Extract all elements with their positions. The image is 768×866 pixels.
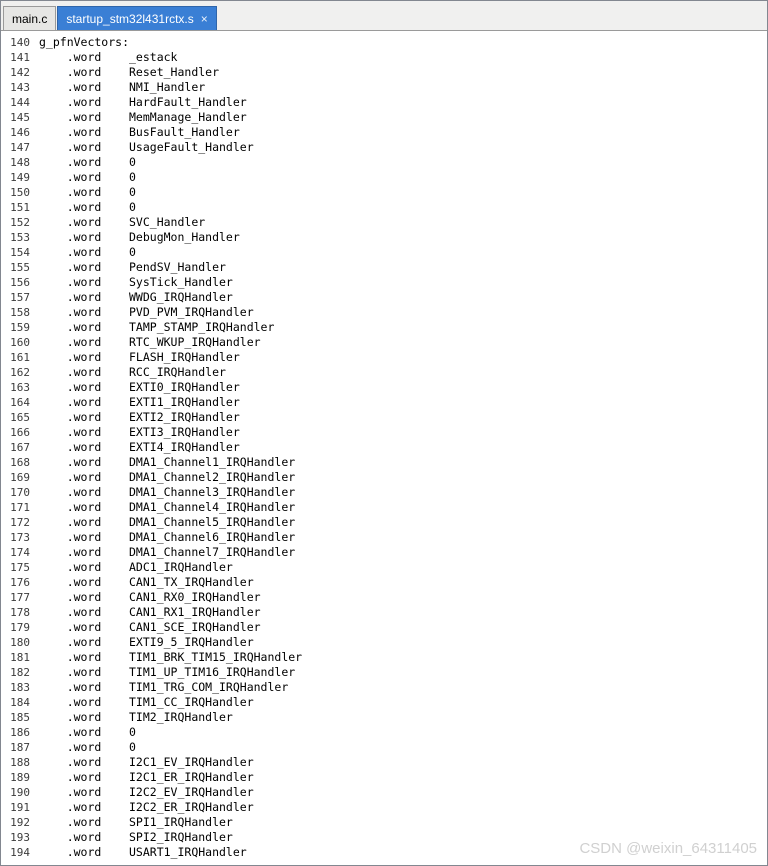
watermark-text: CSDN @weixin_64311405 <box>579 840 757 857</box>
code-line[interactable]: .word TIM1_BRK_TIM15_IRQHandler <box>39 650 303 664</box>
code-line[interactable]: .word SysTick_Handler <box>39 275 233 289</box>
code-line[interactable]: .word MemManage_Handler <box>39 110 247 124</box>
code-line[interactable]: .word EXTI2_IRQHandler <box>39 410 240 424</box>
line-number: 161 <box>10 351 30 364</box>
line-number: 155 <box>10 261 30 274</box>
line-number: 145 <box>10 111 30 124</box>
line-number: 146 <box>10 126 30 139</box>
code-line[interactable]: .word DMA1_Channel3_IRQHandler <box>39 485 296 499</box>
code-line[interactable]: .word DMA1_Channel2_IRQHandler <box>39 470 296 484</box>
line-number: 153 <box>10 231 30 244</box>
line-number: 183 <box>10 681 30 694</box>
line-number: 171 <box>10 501 30 514</box>
line-number: 165 <box>10 411 30 424</box>
code-line[interactable]: .word RTC_WKUP_IRQHandler <box>39 335 261 349</box>
line-number: 185 <box>10 711 30 724</box>
code-line[interactable]: .word I2C1_ER_IRQHandler <box>39 770 254 784</box>
code-line[interactable]: .word 0 <box>39 170 136 184</box>
code-line[interactable]: .word EXTI1_IRQHandler <box>39 395 240 409</box>
code-line[interactable]: .word Reset_Handler <box>39 65 220 79</box>
tab-label: main.c <box>12 11 48 26</box>
line-number: 140 <box>10 36 30 49</box>
code-line[interactable]: .word _estack <box>39 50 178 64</box>
code-line[interactable]: .word DebugMon_Handler <box>39 230 240 244</box>
line-number: 170 <box>10 486 30 499</box>
line-number: 173 <box>10 531 30 544</box>
line-number: 180 <box>10 636 30 649</box>
close-icon[interactable]: × <box>200 11 208 26</box>
line-number-gutter <box>1 31 33 865</box>
line-number: 156 <box>10 276 30 289</box>
line-number: 186 <box>10 726 30 739</box>
line-number: 149 <box>10 171 30 184</box>
line-number: 157 <box>10 291 30 304</box>
line-number: 193 <box>10 831 30 844</box>
code-line[interactable]: .word 0 <box>39 185 136 199</box>
line-number: 179 <box>10 621 30 634</box>
code-line[interactable]: .word EXTI4_IRQHandler <box>39 440 240 454</box>
code-line[interactable]: .word BusFault_Handler <box>39 125 240 139</box>
line-number: 148 <box>10 156 30 169</box>
code-line[interactable]: .word I2C1_EV_IRQHandler <box>39 755 254 769</box>
code-line[interactable]: .word NMI_Handler <box>39 80 206 94</box>
code-content[interactable] <box>33 31 767 865</box>
line-number: 159 <box>10 321 30 334</box>
code-line[interactable]: .word 0 <box>39 155 136 169</box>
code-line[interactable]: .word TIM1_TRG_COM_IRQHandler <box>39 680 289 694</box>
code-line[interactable]: .word CAN1_SCE_IRQHandler <box>39 620 261 634</box>
code-line[interactable]: .word TIM1_UP_TIM16_IRQHandler <box>39 665 296 679</box>
line-number: 168 <box>10 456 30 469</box>
line-number: 158 <box>10 306 30 319</box>
line-number: 189 <box>10 771 30 784</box>
code-line[interactable]: .word 0 <box>39 245 136 259</box>
code-line[interactable]: .word CAN1_RX0_IRQHandler <box>39 590 261 604</box>
line-number: 147 <box>10 141 30 154</box>
line-number: 178 <box>10 606 30 619</box>
line-number: 192 <box>10 816 30 829</box>
line-number: 160 <box>10 336 30 349</box>
code-line[interactable]: .word PendSV_Handler <box>39 260 226 274</box>
line-number: 184 <box>10 696 30 709</box>
code-line[interactable]: .word DMA1_Channel7_IRQHandler <box>39 545 296 559</box>
line-number: 176 <box>10 576 30 589</box>
code-line[interactable]: .word WWDG_IRQHandler <box>39 290 233 304</box>
line-number: 144 <box>10 96 30 109</box>
code-line[interactable]: .word ADC1_IRQHandler <box>39 560 233 574</box>
editor-tab-bar <box>1 1 767 31</box>
code-line[interactable]: .word DMA1_Channel5_IRQHandler <box>39 515 296 529</box>
line-number: 182 <box>10 666 30 679</box>
line-number: 166 <box>10 426 30 439</box>
line-number: 150 <box>10 186 30 199</box>
code-line[interactable]: .word PVD_PVM_IRQHandler <box>39 305 254 319</box>
code-line[interactable]: .word FLASH_IRQHandler <box>39 350 240 364</box>
code-line[interactable]: .word SVC_Handler <box>39 215 206 229</box>
code-line[interactable]: .word I2C2_ER_IRQHandler <box>39 800 254 814</box>
tab-label: startup_stm32l431rctx.s <box>66 11 194 26</box>
code-line[interactable]: .word 0 <box>39 200 136 214</box>
line-number: 162 <box>10 366 30 379</box>
line-number: 190 <box>10 786 30 799</box>
code-line[interactable]: .word I2C2_EV_IRQHandler <box>39 785 254 799</box>
line-number: 151 <box>10 201 30 214</box>
code-line[interactable]: .word TIM2_IRQHandler <box>39 710 233 724</box>
line-number: 174 <box>10 546 30 559</box>
line-number: 172 <box>10 516 30 529</box>
line-number: 141 <box>10 51 30 64</box>
code-editor-area[interactable] <box>1 31 767 865</box>
code-line[interactable]: g_pfnVectors: <box>39 35 130 49</box>
line-number: 191 <box>10 801 30 814</box>
code-line[interactable]: .word SPI2_IRQHandler <box>39 830 233 844</box>
code-line[interactable]: .word 0 <box>39 725 136 739</box>
tab-startup-stm32l431rctx-s[interactable] <box>57 6 216 30</box>
code-line[interactable]: .word DMA1_Channel4_IRQHandler <box>39 500 296 514</box>
line-number: 177 <box>10 591 30 604</box>
line-number: 163 <box>10 381 30 394</box>
tab-main-c[interactable] <box>3 6 56 30</box>
code-line[interactable]: .word EXTI3_IRQHandler <box>39 425 240 439</box>
code-line[interactable]: .word EXTI0_IRQHandler <box>39 380 240 394</box>
line-number: 175 <box>10 561 30 574</box>
line-number: 142 <box>10 66 30 79</box>
line-number: 164 <box>10 396 30 409</box>
line-number: 143 <box>10 81 30 94</box>
line-number: 167 <box>10 441 30 454</box>
code-line[interactable]: .word DMA1_Channel6_IRQHandler <box>39 530 296 544</box>
code-line[interactable]: .word 0 <box>39 740 136 754</box>
line-number: 152 <box>10 216 30 229</box>
code-line[interactable]: .word EXTI9_5_IRQHandler <box>39 635 254 649</box>
line-number: 194 <box>10 846 30 859</box>
code-line[interactable]: .word UsageFault_Handler <box>39 140 254 154</box>
line-number: 188 <box>10 756 30 769</box>
line-number: 169 <box>10 471 30 484</box>
line-number: 187 <box>10 741 30 754</box>
line-number: 154 <box>10 246 30 259</box>
code-line[interactable]: .word RCC_IRQHandler <box>39 365 226 379</box>
line-number: 181 <box>10 651 30 664</box>
code-line[interactable]: .word SPI1_IRQHandler <box>39 815 233 829</box>
code-line[interactable]: .word USART1_IRQHandler <box>39 845 247 859</box>
code-line[interactable]: .word DMA1_Channel1_IRQHandler <box>39 455 296 469</box>
code-line[interactable]: .word TAMP_STAMP_IRQHandler <box>39 320 275 334</box>
code-line[interactable]: .word TIM1_CC_IRQHandler <box>39 695 254 709</box>
code-line[interactable]: .word HardFault_Handler <box>39 95 247 109</box>
code-line[interactable]: .word CAN1_TX_IRQHandler <box>39 575 254 589</box>
code-line[interactable]: .word CAN1_RX1_IRQHandler <box>39 605 261 619</box>
